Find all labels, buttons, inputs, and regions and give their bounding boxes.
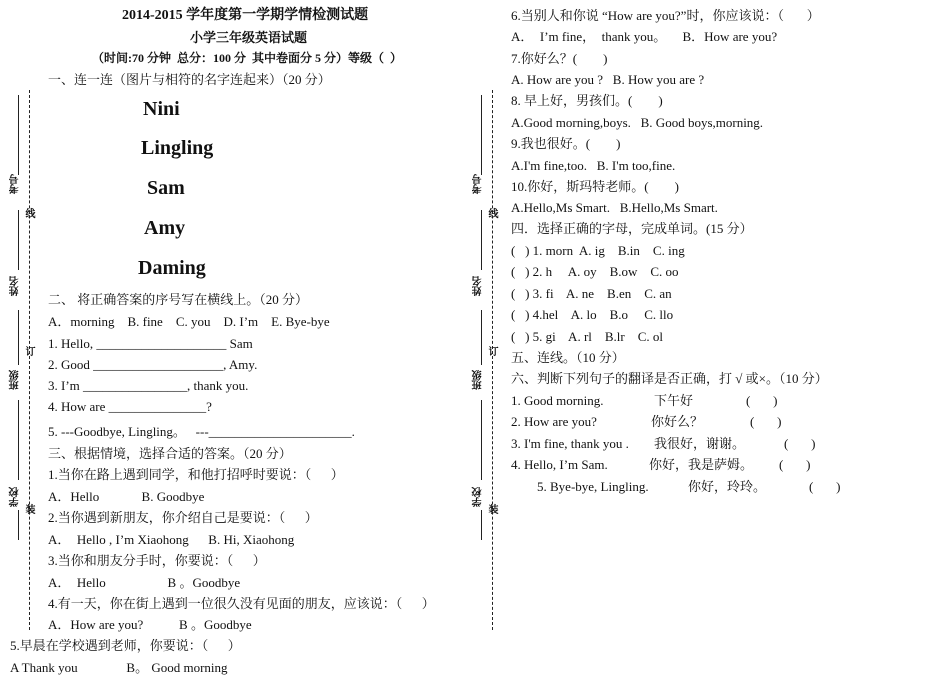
label-exam-number: 考号: [10, 174, 21, 194]
section6-chinese: 你好，玲玲。: [688, 479, 767, 494]
section6-english: 2. How are you?: [511, 414, 597, 429]
name-daming: Daming: [138, 257, 206, 279]
name-lingling: Lingling: [141, 137, 214, 159]
binding-dashed-line-left: [29, 90, 30, 630]
binding-rule: [481, 510, 482, 540]
exam-subtitle: 小学三年级英语试题: [190, 30, 308, 45]
section6-chinese: 你好么？: [651, 414, 704, 429]
section3-options: A.I'm fine,too. B. I'm too,fine.: [511, 158, 676, 173]
section4-item: ( ) 5. gi A. rl B.lr C. ol: [511, 329, 664, 344]
section3-question: 8. 早上好，男孩们。( ): [511, 93, 663, 108]
binding-rule: [18, 95, 19, 175]
section6-heading: 六、判断下列句子的翻译是否正确，打 √ 或×。（10 分）: [511, 371, 828, 386]
name-sam: Sam: [147, 177, 185, 199]
section3-question: 4.有一天，你在街上遇到一位很久没有见面的朋友，应该说：（ ）: [48, 596, 435, 611]
section3-question: 5.早晨在学校遇到老师，你要说：（ ）: [10, 638, 241, 653]
section6-english: 3. I'm fine, thank you .: [511, 436, 629, 451]
section3-options: A．Hello B. Goodbye: [48, 489, 205, 504]
section2-item: 3. I’m ________________, thank you.: [48, 378, 249, 393]
section2-options: A．morning B. fine C. you D. I’m E. Bye-bye: [48, 314, 330, 329]
binding-mark-ding: 订: [23, 346, 34, 356]
section2-heading: 二、 将正确答案的序号写在横线上。（20 分）: [48, 292, 309, 307]
label-class: 班级: [473, 370, 484, 390]
section3-question: 10.你好，斯玛特老师。( ): [511, 179, 679, 194]
section3-options: A． I’m fine， thank you。 B．How are you?: [511, 29, 778, 44]
name-nini: Nini: [143, 98, 180, 120]
binding-mark-zhuang: 装: [23, 504, 34, 514]
label-school: 学校: [10, 487, 21, 507]
answer-bracket: ( ): [746, 393, 778, 408]
section6-chinese: 我很好，谢谢。: [654, 436, 746, 451]
section6-english: 1. Good morning.: [511, 393, 604, 408]
section4-item: ( ) 1. morn A. ig B.in C. ing: [511, 243, 685, 258]
section3-question: 2.当你遇到新朋友，你介绍自己是要说：（ ）: [48, 510, 318, 525]
section4-item: ( ) 4.hel A. lo B.o C. llo: [511, 307, 674, 322]
binding-rule: [18, 310, 19, 365]
label-school: 学校: [473, 487, 484, 507]
section3-options: A.Hello,Ms Smart. B.Hello,Ms Smart.: [511, 200, 718, 215]
section3-heading: 三、根据情境，选择合适的答案。（20 分）: [48, 446, 292, 461]
binding-mark-zhuang: 装: [486, 504, 497, 514]
section6-english: 5. Bye-bye, Lingling.: [537, 479, 649, 494]
section3-question: 1.当你在路上遇到同学，和他打招呼时要说：（ ）: [48, 467, 344, 482]
section3-question: 9.我也很好。( ): [511, 136, 621, 151]
label-class: 班级: [10, 370, 21, 390]
binding-rule: [481, 95, 482, 175]
name-amy: Amy: [144, 217, 186, 239]
binding-dashed-line-right: [492, 90, 493, 630]
answer-bracket: ( ): [784, 436, 816, 451]
section3-options: A. How are you ? B. How you are ?: [511, 72, 705, 87]
binding-rule: [18, 400, 19, 480]
section3-options: A． Hello B 。Goodbye: [48, 575, 241, 590]
section2-item: 4. How are _______________?: [48, 399, 212, 414]
binding-rule: [481, 400, 482, 480]
section1-heading: 一、连一连（图片与相符的名字连起来）（20 分）: [48, 72, 331, 87]
binding-rule: [18, 510, 19, 540]
section3-question: 3.当你和朋友分手时，你要说：（ ）: [48, 553, 266, 568]
answer-bracket: ( ): [809, 479, 841, 494]
section4-heading: 四．选择正确的字母，完成单词。(15 分）: [511, 221, 753, 236]
exam-info: （时间:70 分钟 总分：100 分 其中卷面分 5 分）等级（ ）: [92, 51, 402, 65]
section4-item: ( ) 3. fi A. ne B.en C. an: [511, 286, 672, 301]
section4-item: ( ) 2. h A. oy B.ow C. oo: [511, 264, 679, 279]
binding-mark-xian: 线: [486, 208, 497, 218]
section3-options: A.Good morning,boys. B. Good boys,morning.: [511, 115, 764, 130]
binding-mark-xian: 线: [23, 208, 34, 218]
section6-english: 4. Hello, I’m Sam.: [511, 457, 608, 472]
section2-item: 1. Hello, ____________________ Sam: [48, 336, 253, 351]
binding-rule: [18, 210, 19, 270]
section2-item: 2. Good ____________________, Amy.: [48, 357, 258, 372]
section3-options: A．How are you? B 。Goodbye: [48, 617, 252, 632]
section6-chinese: 下午好: [654, 393, 694, 408]
section3-question: 6.当别人和你说 “How are you?”时，你应该说：（ ）: [511, 8, 820, 23]
section2-item: 5. ---Goodbye, Lingling。 ---______________________.: [48, 424, 355, 439]
section5-heading: 五、连线。（10 分）: [511, 350, 625, 365]
binding-rule: [481, 210, 482, 270]
section3-options: A． Hello , I’m Xiaohong B. Hi, Xiaohong: [48, 532, 295, 547]
exam-title: 2014-2015 学年度第一学期学情检测试题: [122, 8, 369, 23]
binding-mark-ding: 订: [486, 346, 497, 356]
answer-bracket: ( ): [750, 414, 782, 429]
section3-question: 7.你好么？( ): [511, 51, 608, 66]
answer-bracket: ( ): [779, 457, 811, 472]
label-name: 姓名: [10, 276, 21, 296]
label-name: 姓名: [473, 276, 484, 296]
section6-chinese: 你好，我是萨姆。: [649, 457, 754, 472]
section3-options: A Thank you B。 Good morning: [10, 660, 228, 675]
label-exam-number: 考号: [473, 174, 484, 194]
binding-rule: [481, 310, 482, 365]
